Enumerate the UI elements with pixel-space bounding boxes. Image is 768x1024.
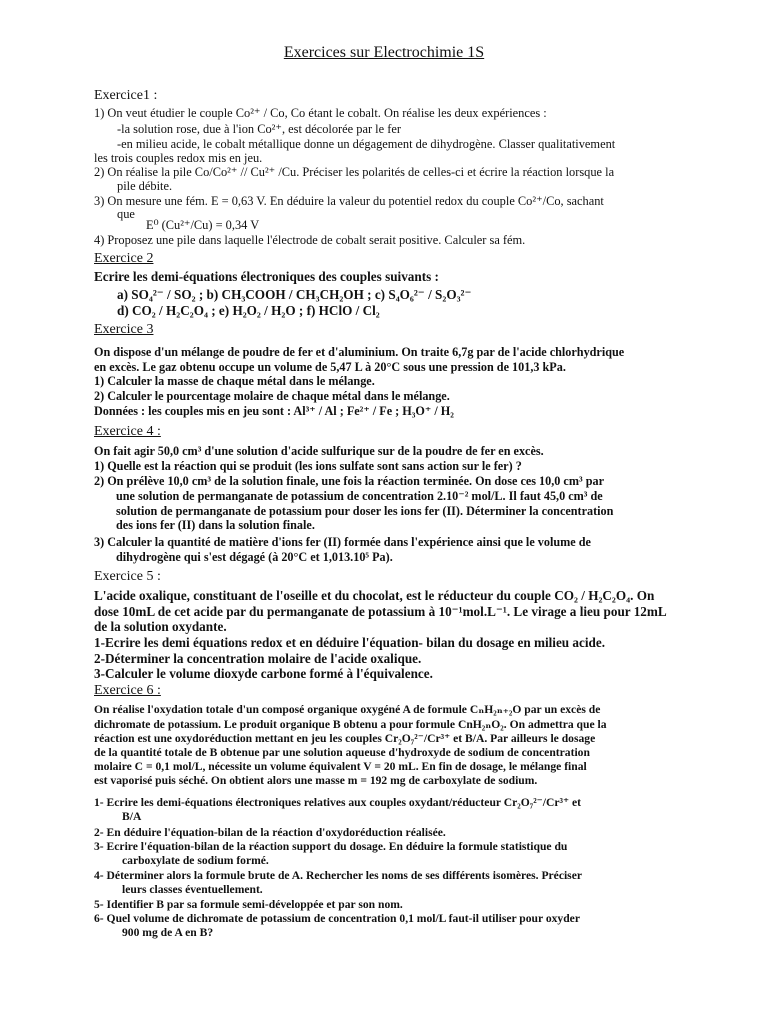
ex1-line: 3) On mesure une fém. E = 0,63 V. En déduire la valeur du potentiel redox du couple Co²⁺/Co, sachant	[94, 194, 604, 208]
exercise-6-heading: Exercice 6 :	[94, 683, 161, 698]
ex6-item: 4- Déterminer alors la formule brute de A. Rechercher les noms de ses différents isomères. Préciser	[94, 869, 582, 882]
ex4-line: 1) Quelle est la réaction qui se produit (les ions sulfate sont sans action sur le fer) ?	[94, 459, 522, 473]
ex5-line: 2-Déterminer la concentration molaire de l'acide oxalique.	[94, 651, 422, 666]
ex6-item: 2- En déduire l'équation-bilan de la réaction d'oxydoréduction réalisée.	[94, 826, 446, 839]
ex2-line: a) SO₄²⁻ / SO₂ ; b) CH₃COOH / CH₃CH₂OH ; c) S₄O₆²⁻ / S₂O₃²⁻	[117, 287, 472, 302]
exercise-1-heading: Exercice1 :	[94, 88, 158, 103]
ex2-line: d) CO₂ / H₂C₂O₄ ; e) H₂O₂ / H₂O ; f) HClO / Cl₂	[117, 303, 380, 318]
ex1-line: 4) Proposez une pile dans laquelle l'électrode de cobalt serait positive. Calculer sa fém.	[94, 233, 526, 247]
ex6-line: molaire C = 0,1 mol/L, nécessite un volume équivalent V = 20 mL. En fin de dosage, le mélange final	[94, 760, 587, 773]
ex1-line: pile débite.	[117, 179, 173, 193]
ex6-item: carboxylate de sodium formé.	[122, 854, 269, 867]
ex3-line: 2) Calculer le pourcentage molaire de chaque métal dans le mélange.	[94, 389, 450, 403]
ex1-line: -en milieu acide, le cobalt métallique donne un dégagement de dihydrogène. Classer qualitativement	[117, 137, 616, 151]
exercise-3-heading: Exercice 3	[94, 322, 154, 337]
ex6-line: réaction est une oxydoréduction mettant en jeu les couples Cr₂O₇²⁻/Cr³⁺ et B/A. Par ailleurs le dosage	[94, 732, 596, 745]
exercise-4-heading: Exercice 4 :	[94, 424, 161, 439]
ex4-line: une solution de permanganate de potassium de concentration 2.10⁻² mol/L. Il faut 45,0 cm³ de	[116, 489, 603, 503]
ex4-line: dihydrogène qui s'est dégagé (à 20°C et 1,013.10⁵ Pa).	[116, 550, 393, 564]
page-title: Exercices sur Electrochimie 1S	[283, 44, 485, 61]
exercise-5-heading: Exercice 5 :	[94, 569, 161, 584]
ex6-item: leurs classes éventuellement.	[122, 883, 263, 896]
ex5-line: 1-Ecrire les demi équations redox et en déduire l'équation- bilan du dosage en milieu acide.	[94, 635, 606, 650]
ex6-line: est vaporisé puis séché. On obtient alors une masse m = 192 mg de carboxylate de sodium.	[94, 774, 538, 787]
ex6-item: 900 mg de A en B?	[122, 926, 214, 939]
ex6-item: 5- Identifier B par sa formule semi-développée et par son nom.	[94, 898, 403, 911]
ex6-line: dichromate de potassium. Le produit organique B obtenu a pour formule CnH₂ₙO₂. On admettra que la	[94, 718, 607, 731]
ex4-line: 3) Calculer la quantité de matière d'ions fer (II) formée dans l'expérience ainsi que le volume de	[94, 535, 591, 549]
exercise-2-heading: Exercice 2	[94, 251, 154, 266]
ex6-line: de la quantité totale de B obtenue par une solution aqueuse d'hydroxyde de sodium de concentration	[94, 746, 590, 759]
ex2-line: Ecrire les demi-équations électroniques des couples suivants :	[94, 269, 439, 284]
ex6-item: 1- Ecrire les demi-équations électroniques relatives aux couples oxydant/réducteur Cr₂O₇²⁻/Cr³⁺ et	[94, 796, 582, 809]
ex5-line: L'acide oxalique, constituant de l'oseille et du chocolat, est le réducteur du couple CO₂ / H₂C₂O₄. On	[94, 588, 655, 603]
ex5-line: dose 10mL de cet acide par du permanganate de potassium à 10⁻¹mol.L⁻¹. Le virage a lieu pour 12mL	[94, 604, 667, 619]
ex1-line: -la solution rose, due à l'ion Co²⁺, est décolorée par le fer	[117, 122, 401, 136]
ex1-line: les trois couples redox mis en jeu.	[94, 151, 263, 165]
ex5-line: 3-Calculer le volume dioxyde carbone formé à l'équivalence.	[94, 666, 433, 681]
ex1-line: E⁰ (Cu²⁺/Cu) = 0,34 V	[146, 218, 260, 232]
ex3-line: en excès. Le gaz obtenu occupe un volume de 5,47 L à 20°C sous une pression de 101,3 kPa.	[94, 360, 566, 374]
ex1-line: que	[117, 207, 135, 221]
ex6-item: B/A	[122, 810, 142, 823]
ex4-line: 2) On prélève 10,0 cm³ de la solution finale, une fois la réaction terminée. On dose ces 10,0 cm³ par	[94, 474, 604, 488]
ex4-line: solution de permanganate de potassium pour doser les ions fer (II). Déterminer la concentration	[116, 504, 614, 518]
ex3-line: Données : les couples mis en jeu sont : Al³⁺ / Al ; Fe²⁺ / Fe ; H₃O⁺ / H₂	[94, 404, 454, 418]
ex6-item: 3- Ecrire l'équation-bilan de la réaction support du dosage. En déduire la formule statistique du	[94, 840, 568, 853]
ex6-item: 6- Quel volume de dichromate de potassium de concentration 0,1 mol/L faut-il utiliser pour oxyder	[94, 912, 580, 925]
ex3-line: 1) Calculer la masse de chaque métal dans le mélange.	[94, 374, 375, 388]
ex1-line: 2) On réalise la pile Co/Co²⁺ // Cu²⁺ /Cu. Préciser les polarités de celles-ci et écrire la réaction lorsque la	[94, 165, 615, 179]
ex4-line: On fait agir 50,0 cm³ d'une solution d'acide sulfurique sur de la poudre de fer en excès.	[94, 444, 544, 458]
ex6-line: On réalise l'oxydation totale d'un composé organique oxygéné A de formule CₙH₂ₙ₊₂O par un excès de	[94, 703, 601, 716]
ex4-line: des ions fer (II) dans la solution finale.	[116, 518, 315, 532]
ex1-line: 1) On veut étudier le couple Co²⁺ / Co, Co étant le cobalt. On réalise les deux expériences :	[94, 106, 547, 120]
ex5-line: de la solution oxydante.	[94, 619, 227, 634]
ex3-line: On dispose d'un mélange de poudre de fer et d'aluminium. On traite 6,7g par de l'acide chlorhydrique	[94, 345, 625, 359]
